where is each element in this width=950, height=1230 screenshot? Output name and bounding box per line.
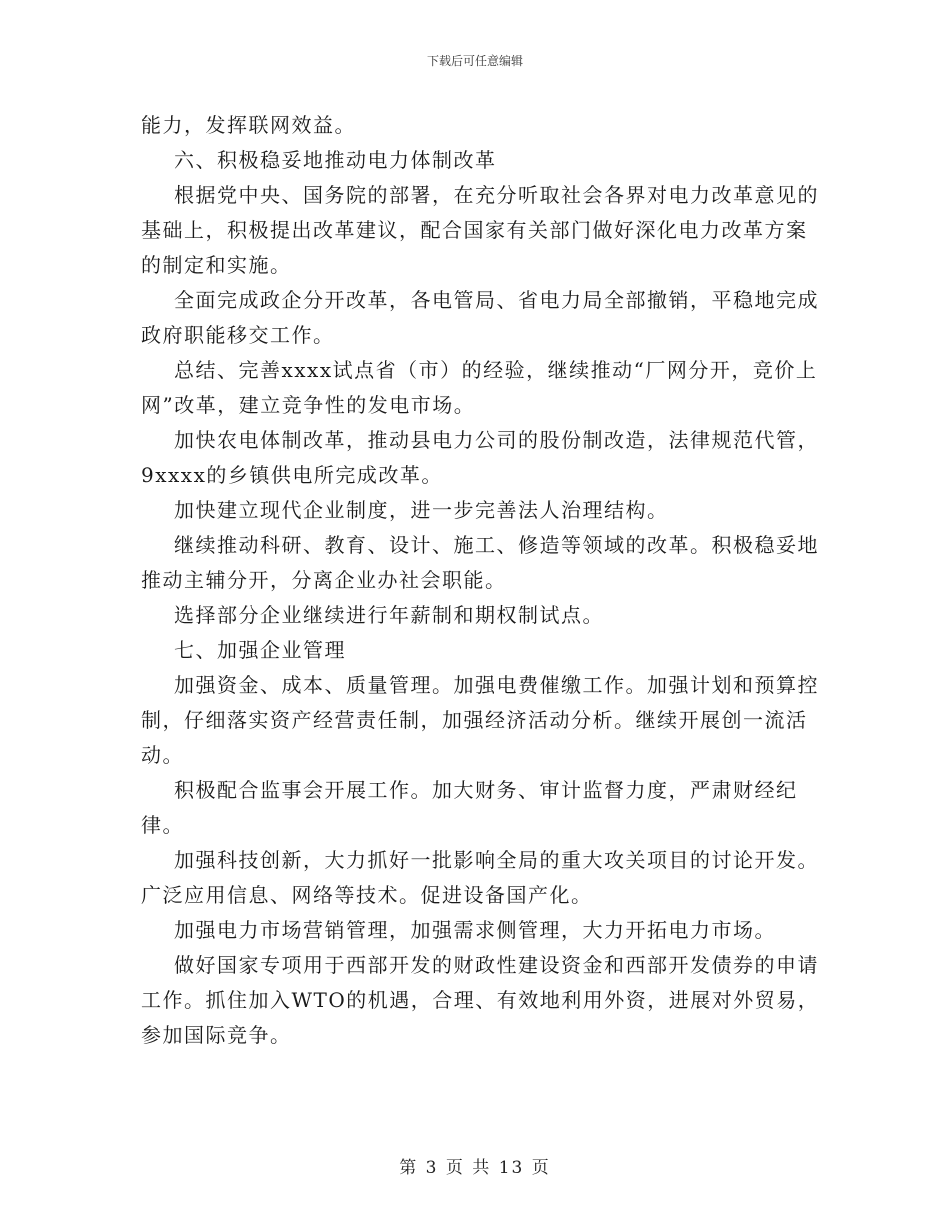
page-header-note: 下载后可任意编辑 — [426, 54, 523, 68]
section-heading-7: 七、加强企业管理 — [174, 638, 346, 662]
paragraph-7: 加快建立现代企业制度，进一步完善法人治理结构。 — [174, 498, 669, 522]
paragraph-11: 加强资金、成本、质量管理。加强电费催缴工作。加强计划和预算控制，仔细落实资产经营责任制，加强经济活动分析。继续开展创一流活动。 — [141, 673, 819, 767]
paragraph-3: 根据党中央、国务院的部署，在充分听取社会各界对电力改革意见的基础上，积极提出改革建议，配合国家有关部门做好深化电力改革方案的制定和实施。 — [141, 183, 819, 277]
section-heading-6: 六、积极稳妥地推动电力体制改革 — [174, 148, 497, 172]
paragraph-6: 加快农电体制改革，推动县电力公司的股份制改造，法律规范代管，9xxxx的乡镇供电所完成改革。 — [141, 428, 819, 487]
page-number: 第 3 页 共 13 页 — [399, 1158, 551, 1178]
paragraph-12: 积极配合监事会开展工作。加大财务、审计监督力度，严肃财经纪律。 — [141, 778, 798, 837]
paragraph-13: 加强科技创新，大力抓好一批影响全局的重大攻关项目的讨论开发。广泛应用信息、网络等技术。促进设备国产化。 — [141, 848, 819, 907]
paragraph-14: 加强电力市场营销管理，加强需求侧管理，大力开拓电力市场。 — [174, 918, 776, 942]
paragraph-1: 能力，发挥联网效益。 — [141, 113, 356, 137]
paragraph-8: 继续推动科研、教育、设计、施工、修造等领域的改革。积极稳妥地推动主辅分开，分离企业办社会职能。 — [141, 533, 819, 592]
paragraph-9: 选择部分企业继续进行年薪制和期权制试点。 — [174, 603, 604, 627]
paragraph-5: 总结、完善xxxx试点省（市）的经验，继续推动“厂网分开，竞价上网”改革，建立竞争性的发电市场。 — [141, 358, 818, 417]
paragraph-15: 做好国家专项用于西部开发的财政性建设资金和西部开发债券的申请工作。抓住加入WTO的机遇，合理、有效地利用外资，进展对外贸易，参加国际竞争。 — [141, 953, 820, 1047]
document-body — [141, 108, 821, 1053]
paragraph-4: 全面完成政企分开改革，各电管局、省电力局全部撤销，平稳地完成政府职能移交工作。 — [141, 288, 819, 347]
